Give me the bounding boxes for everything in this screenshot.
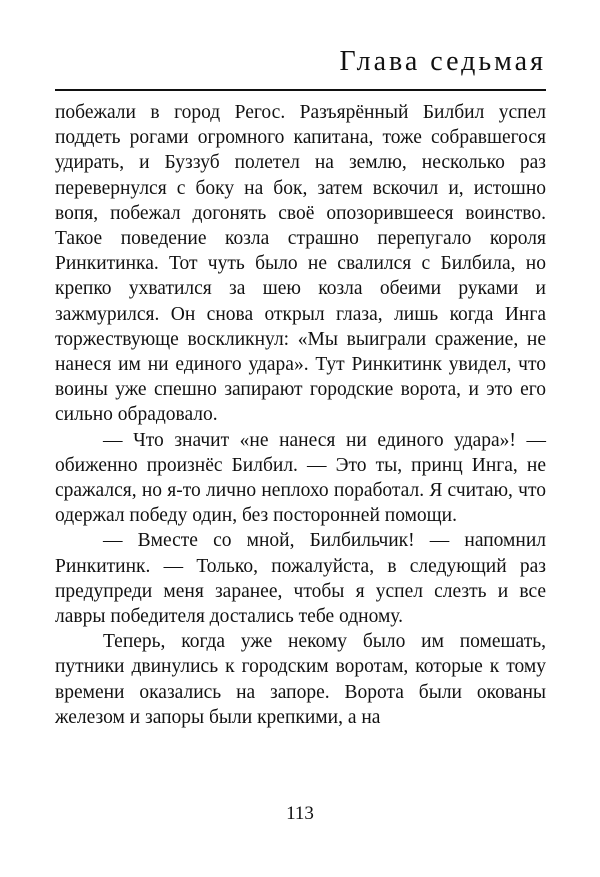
paragraph: — Вместе со мной, Билбильчик! — напомнил Ринкитинк. — Только, пожалуйста, в следующий раз предупреди меня заранее, чтобы я успел слезть и все лавры победителя достались тебе одному.	[55, 530, 546, 628]
paragraph: побежали в город Регос. Разъярённый Билбил успел поддеть рогами огромного капитана, тоже собравшегося удирать, и Буззуб полетел на землю, несколько раз перевернулся с боку на бок, затем вскочил и, истошно вопя, побежал догонять своё опозорившееся воинство. Такое поведение козла страшно перепугало короля Ринкитинка. Тот чуть было не свалился с Билбила, но крепко ухватился за шею козла обеими руками и зажмурился. Он снова открыл глаза, лишь когда Инга торжествующе воскликнул: «Мы выиграли сражение, не нанеся им ни единого удара». Тут Ринкитинк увидел, что воины уже спешно запирают городские ворота, и это его сильно обрадовало.	[55, 102, 546, 426]
page-body	[55, 100, 546, 730]
paragraph: — Что значит «не нанеся ни единого удара»! — обиженно произнёс Билбил. — Это ты, принц Инга, не сражался, но я-то лично неплохо поработал. Я считаю, что одержал победу один, без посторонней помощи.	[55, 429, 546, 527]
header-rule	[55, 89, 546, 91]
page-number: 113	[286, 803, 314, 824]
chapter-header: Глава седьмая	[339, 46, 546, 77]
paragraph: Теперь, когда уже некому было им помешать, путники двинулись к городским воротам, которые к тому времени оказались на запоре. Ворота были окованы железом и запоры были крепкими, а на	[55, 631, 546, 728]
